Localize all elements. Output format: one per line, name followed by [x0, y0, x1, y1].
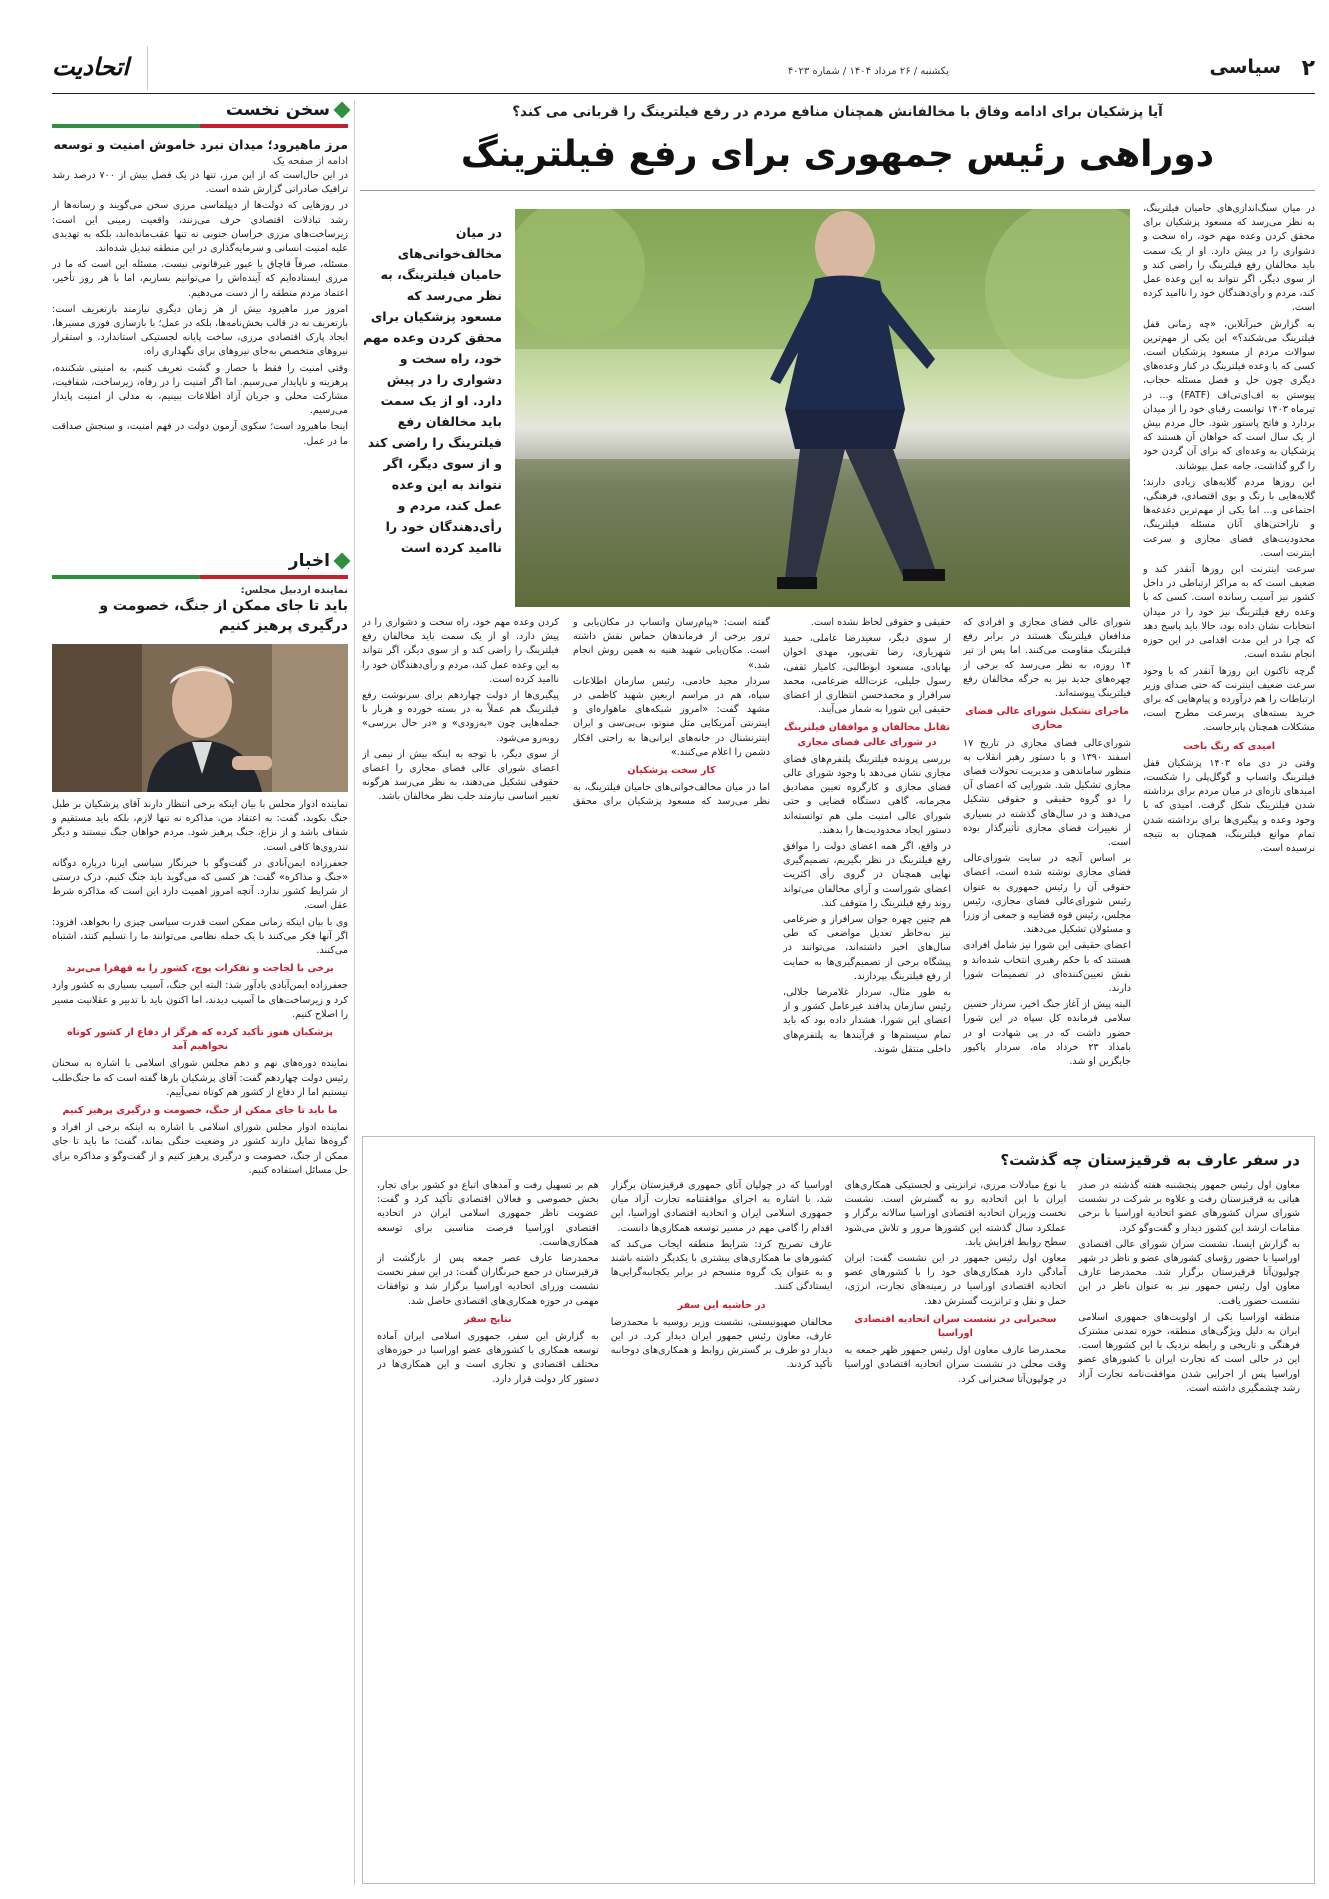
- news-subheading: ما باید تا جای ممکن از جنگ، خصومت و درگیری پرهیز کنیم: [62, 1105, 338, 1117]
- news-paragraph: جعفرزاده ایمن‌آبادی یادآور شد: البته این جنگ، آسیب بسیاری به کشور وارد کرد و زیرساخت‌های ما آسیب دیدند، اما اکنون باید با تدبیر و عقلانیت مسیر را اصلاح کنیم.: [52, 980, 348, 1020]
- news-headline: باید تا جای ممکن از جنگ، خصومت و درگیری پرهیز کنیم: [99, 598, 348, 634]
- article-paragraph: وقتی در دی ماه ۱۴۰۳ پزشکیان قفل فیلترینگ واتساپ و گوگل‌پلی را شکست، امیدهای تازه‌ای در میان مردم برای برداشته شدن فیلترینگ شکل گرفت. امیدی که با وجود وعده و پیگیری‌ها برای برداشته شدن تمام موانع فیلترینگ، همچنان به نتیجه نرسیده است.: [1143, 757, 1315, 854]
- editorial-paragraph: اینجا ماهیرود است؛ سکوی آزمون دولت در فهم امنیت، و سنجش صداقت ما در عمل.: [52, 421, 348, 447]
- article-paragraph: در واقع، اگر همه اعضای دولت را موافق رفع فیلترینگ در نظر بگیریم، تصمیم‌گیری نهایی همچنان در گروی رأی اکثریت اعضای شوراست و آرای مخالفان می‌تواند روند رفع فیلترینگ را متوقف کند.: [783, 841, 951, 909]
- lawmaker-photo: [52, 644, 348, 792]
- sidebar-divider: [354, 100, 355, 1885]
- header-left-rule-box: [52, 46, 148, 90]
- article-paragraph: پیگیری‌ها از دولت چهاردهم برای سرنوشت رفع فیلترینگ هم عملاً به در بسته خورده و هربار با جمله‌هایی چون «به‌زودی» و «در حال بررسی» روبه‌رو می‌شود.: [362, 690, 559, 744]
- article-paragraph: بررسی پرونده فیلترینگ پلتفرم‌های فضای مجازی نشان می‌دهد با وجود شورای عالی فضای مجازی و کارگروه تعیین مصادیق مجرمانه، گاهی دستگاه قضایی و حتی شورای عالی امنیت ملی هم توانسته‌اند دستور ایجاد محدودیت‌ها را بدهند.: [783, 753, 951, 836]
- bottom-column-3: [611, 1179, 833, 1859]
- editorial-paragraph: مسئله، صرفاً قاچاق یا عبور غیرقانونی نیست. مسئله این است که ما در مرزی ایستاده‌ایم که آینده‌اش را می‌توانیم بسازیم، اما با هر روز تأخیر، اعتماد مردم منطقه را از دست می‌دهیم.: [52, 259, 348, 299]
- article-paragraph: هم چنین چهره جوان سرافراز و ضرغامی نیز به‌خاطر تعدیل مواضعی که طی سال‌های اخیر داشته‌اند، می‌توانند در پیشگاه برخی از تصمیم‌گیری‌ها به حمایت از رفع فیلترینگ بپردازند.: [783, 914, 951, 982]
- headline-rule: [360, 190, 1315, 191]
- bottom-paragraph: منطقه اوراسیا یکی از اولویت‌های جمهوری اسلامی ایران به دلیل ویژگی‌های منطقه، حوزه تمدنی مشترک فرهنگی و تاریخی و رابطه نزدیک با این کشورها است. این در حالی است که تجارت ایران با کشورهای عضو اوراسیا پس از اجرایی شدن موافقت‌نامه تجارت آزاد رشد چشمگیری داشته است.: [1078, 1311, 1300, 1394]
- bottom-article-box: [362, 1136, 1315, 1884]
- bottom-paragraph: معاون اول رئیس جمهور در این نشست گفت: ایران آمادگی دارد همکاری‌های خود را با کشورهای عضو اتحادیه اقتصادی اوراسیا در زمینه‌های تجارت، انرژی، حمل و نقل و ترانزیت گسترش دهد.: [844, 1253, 1067, 1307]
- article-paragraph: اعضای حقیقی این شورا نیز شامل افرادی هستند که با حکم رهبری انتخاب شده‌اند و نقش تعیین‌کننده‌ای در تصمیمات شورا دارند.: [963, 940, 1131, 995]
- article-paragraph: در میان سنگ‌اندازی‌های حامیان فیلترینگ، به نظر می‌رسد که مسعود پزشکیان برای محقق کردن وعده مهم خود، راه سخت و دشواری را در پیش دارد. او از یک سمت باید مخالفان رفع فیلترینگ را راضی کند و از سوی دیگر، اگر نتواند به این وعده عمل کند، مردم و رأی‌دهندگان خود را ناامید کرده است.: [1143, 203, 1315, 314]
- article-column-2: [963, 616, 1131, 1124]
- article-paragraph: البته پیش از آغاز جنگ اخیر، سردار حسین سلامی فرمانده کل سپاه در این شورا حضور داشت که در پی شهادت او در بامداد ۲۳ خرداد ماه، سردار پاکپور جایگزین او شد.: [963, 999, 1131, 1068]
- section-title: سخن نخست: [225, 100, 330, 120]
- article-pullquote: در میان مخالف‌خوانی‌های حامیان فیلترینگ، به نظر می‌رسد که مسعود پزشکیان برای محقق کردن وعده مهم خود، راه سخت و دشواری را در پیش دارد. او از یک سمت باید مخالفان رفع فیلترینگ را راضی کند و از سوی دیگر، اگر نتواند به این وعده عمل کند، مردم و رأی‌دهندگان خود را ناامید کرده است: [363, 225, 502, 555]
- news-paragraph: نماینده ادوار مجلس شورای اسلامی با اشاره به اینکه برخی از افراد و گروه‌ها تمایل دارند کشور در وضعیت جنگی بماند، گفت: ما باید تا جای ممکن از جنگ، خصومت و درگیری پرهیز کنیم و از گفت‌وگو و مذاکره برای حل مسائل استفاده کنیم.: [52, 1122, 348, 1176]
- news-paragraph: جعفرزاده ایمن‌آبادی در گفت‌وگو با خبرنگار سیاسی ایرنا درباره دوگانه «جنگ و مذاکره» گفت: هر کسی که می‌گوید باید جنگ کنیم، درک درستی از شرایط کشور ندارد. آنچه امروز اهمیت دارد این است که مذاکره شرط عقل است.: [52, 857, 348, 912]
- article-column-3: [783, 616, 951, 1124]
- article-paragraph: سردار مجید خادمی، رئیس سازمان اطلاعات سپاه، هم در مراسم اربعین شهید کاظمی در مشهد گفت: «امروز شبکه‌های ماهواره‌ای و اینترنتی آمریکایی مثل منوتو، بی‌بی‌سی و ایران اینترنشنال در خانه‌های ایرانی‌ها به راحتی افکار دشمن را اعلام می‌کنند.»: [573, 675, 770, 758]
- article-paragraph: حقیقی و حقوقی لحاظ نشده است.: [810, 617, 951, 628]
- article-paragraph: از سوی دیگر، با توجه به اینکه بیش از نیمی از اعضای شورای عالی فضای مجازی را اعضای حقوقی تشکیل می‌دهند، به نظر می‌رسد هرگونه تغییر اساسی نیازمند جلب نظر مخالفان باشد.: [362, 748, 559, 803]
- bottom-paragraph: محمدرضا عارف معاون اول رئیس جمهور ظهر جمعه به وقت محلی در نشست سران اتحادیه اقتصادی اوراسیا در چولپون‌آتا سخنرانی کرد.: [844, 1345, 1067, 1385]
- news-subheading: پزشکیان هنوز تأکید کرده که هرگز از دفاع از کشور کوتاه نخواهیم آمد: [66, 1027, 334, 1053]
- article-paragraph: سرعت اینترنت این روزها آنقدر کند و ضعیف است که به مراکز ارتباطی در داخل کشور نیز آسیب رسانده است. کسی که با وعده رفع فیلترینگ نیز خود را در میدان انتخابات نشان داده بود، حالا باید پاسخ دهد که چرا در این مدت اقدامی در این حوزه انجام نشده است.: [1143, 564, 1315, 661]
- section-header-editorial: [52, 100, 348, 120]
- article-paragraph: اما در میان مخالف‌خوانی‌های حامیان فیلترینگ، به نظر می‌رسد که مسعود پزشکیان برای محقق کردن وعده مهم خود، راه سخت و دشواری را در پیش دارد. او از یک سمت باید مخالفان رفع فیلترینگ را راضی کند و از سوی دیگر، اگر نتواند به این وعده عمل کند، مردم و رأی‌دهندگان خود را ناامید کرده است.: [362, 617, 770, 808]
- editorial-paragraph: در روزهایی که دولت‌ها از دیپلماسی مرزی سخن می‌گویند و رسانه‌ها از رشد تبادلات اقتصادی حرف می‌زنند، واقعیت زمینی این است: زیرساخت‌های مرزی خراسان جنوبی نه تنها عقب‌مانده‌اند، بلکه به تهدیدی علیه امنیت انسانی و سرمایه‌گذاری در این منطقه تبدیل شده‌اند.: [52, 200, 348, 255]
- article-paragraph: به طور مثال، سردار غلامرضا جلالی، رئیس سازمان پدافند غیرعامل کشور و از اعضای این شورا، هشدار داده بود که باید تمام سیستم‌ها و فرآیندها به پلتفرم‌های داخلی منتقل شوند.: [783, 987, 951, 1055]
- header-rule: [52, 93, 1315, 94]
- bottom-paragraph: با نوع مبادلات مرزی، ترانزیتی و لجستیکی همکاری‌های ایران با این اتحادیه رو به گسترش است. نشست نخست وزیران اتحادیه اقتصادی اوراسیا سالانه برگزار و عملکرد سال گذشته این کشورها مرور و تلاش می‌شود سطح روابط افزایش یابد.: [844, 1180, 1067, 1248]
- article-paragraph: گرچه تاکنون این روزها آنقدر که با وجود سرعت ضعیف اینترنت که حتی صدای وزیر ارتباطات را هم درآورده و پیام‌هایی که برای خرید بسته‌های پرسرعت مطرح است، مشکلات همچنان پابرجاست.: [1143, 665, 1315, 734]
- editorial-continued: ادامه از صفحه یک: [273, 156, 348, 167]
- section-title: اخبار: [288, 551, 330, 571]
- portrait-illustration: [52, 644, 348, 792]
- bottom-paragraph: اوراسیا که در چولپان آتای جمهوری قرقیزستان برگزار شد، با اشاره به اجرای موافقتنامه تجارت آزاد میان جمهوری اسلامی ایران و اتحادیه اقتصادی اوراسیا، این اقدام را گامی مهم در مسیر توسعه همکاری‌ها دانست.: [610, 1180, 833, 1234]
- bottom-subheading: سخنرانی در نشست سران اتحادیه اقتصادی اوراسیا: [854, 1313, 1057, 1340]
- photo-illustration: [515, 209, 1130, 607]
- article-subheading: امیدی که رنگ باخت: [1182, 740, 1276, 752]
- logo-text: اتحادیت: [52, 52, 130, 81]
- bottom-paragraph: محمدرضا عارف عصر جمعه پس از بازگشت از قرقیزستان در جمع خبرنگاران گفت: در این سفر نخست نشست وزرای اتحادیه اوراسیا برگزار شد و توافقات مهمی در حوزه همکاری‌های اقتصادی حاصل شد.: [377, 1253, 599, 1307]
- article-column-4: [362, 616, 770, 1124]
- section-name: سیاسی: [1209, 56, 1281, 78]
- bottom-paragraph: به گزارش ایسنا، نشست سران شورای عالی اقتصادی اوراسیا با حضور رؤسای کشورهای عضو و ناظر در شهر چولپون‌آتا قرقیزستان برگزار شد. محمدرضا عارف معاون اول رئیس جمهور نیز به عنوان ناظر در این نشست حضور یافت.: [1078, 1238, 1300, 1307]
- bottom-paragraph: مخالفان صهیونیستی، نشست وزیر روسیه با محمدرضا عارف، معاون رئیس جمهور ایران دیدار کرد. در این دیدار دو طرف بر گسترش روابط و همکاری‌های دوجانبه تأکید کردند.: [610, 1316, 833, 1371]
- sidebar: [52, 100, 348, 1885]
- article-paragraph: به گزارش خبرآنلاین، «چه زمانی قفل فیلترینگ می‌شکند؟» این یکی از مهم‌ترین سوالات مردم از مسعود پزشکیان است. کسی که با وعده فیلترینگ در کنار وعده‌های دیگری چون حل و فصل مسئله حجاب، پیوستن به اف‌ای‌تی‌اف (FATF) و... در تیرماه ۱۴۰۳ توانست رقبای خود را از میدان بردارد و فاتح پاستور شود. حال مردم بیش از یک سال است که خواهان آن هستند که پزشکیان به وعده‌ای که برای آن گردن خود را گرو گذاشت، جامه عمل بپوشاند.: [1143, 318, 1315, 472]
- article-paragraph: شورای عالی فضای مجازی و افرادی که مدافعان فیلترینگ هستند در برابر رفع فیلترینگ مقاومت می‌کنند. اما پس از تیر ۱۴ روزه، به نظر می‌رسد که برخی از چهره‌های جدید نیز به جرگه مخالفان رفع فیلترینگ پیوسته‌اند.: [963, 617, 1131, 700]
- section-diamond-icon: [334, 102, 351, 119]
- editorial-body: [52, 169, 348, 531]
- section-diamond-icon: [334, 553, 351, 570]
- president-photo: [515, 209, 1130, 607]
- editorial-paragraph: وقتی امنیت را فقط با حصار و گشت تعریف کنیم، به امنیتی شکننده، پرهزینه و ناپایدار می‌رسیم. اما اگر امنیت را در رفاه، زیرساخت، شفافیت، مشارکت محلی و جریان آزاد اطلاعات ببینیم، به مدلی از امنیت پایدار می‌رسیم.: [52, 362, 348, 417]
- article-kicker: آیا پزشکیان برای ادامه وفاق با مخالفانش همچنان منافع مردم در رفع فیلترینگ را قربانی می کند؟: [512, 104, 1163, 120]
- section-header-news: [52, 551, 348, 571]
- article-paragraph: شورای‌عالی فضای مجازی در تاریخ ۱۷ اسفند ۱۳۹۰ و با دستور رهبر انقلاب به منظور ساماندهی و مدیریت تحولات فضای مجازی تشکیل شد. شورایی که اعضای آن را دو گروه حقیقی و حقوقی تشکیل می‌دهند و در سال‌های گذشته در بسیاری از تغییرات فضای مجازی تأثیرگذار بوده است.: [963, 737, 1131, 849]
- news-paragraph: وی با بیان اینکه زمانی ممکن است قدرت سیاسی چیزی را بخواهد، افزود: اگر آنها فکر می‌کنند با یک حمله نظامی می‌توانند ما را تسلیم کنند، اشتباه می‌کنند.: [52, 916, 348, 957]
- bottom-columns: [377, 1179, 1300, 1859]
- bottom-subheading: در حاشیه این سفر: [677, 1299, 766, 1311]
- bottom-column-1: [1078, 1179, 1300, 1859]
- article-paragraph: از سوی دیگر، سعیدرضا عاملی، حمید شهریاری، رضا تقی‌پور، مهدی اخوان بهابادی، مسعود ابوطالبی، کامیار ثقفی، رسول جلیلی، عزت‌الله ضرغامی، محمد سرافراز و محمدحسن انتظاری از اعضای حقیقی این شورا به شمار می‌آیند.: [783, 633, 951, 716]
- bottom-paragraph: هم بر تسهیل رفت و آمدهای اتباع دو کشور برای تجار، بخش خصوصی و فعالان اقتصادی تأکید کرد و گفت: عضویت ناظر جمهوری اسلامی ایران در اتحادیه اقتصادی اوراسیا فرصت مناسبی برای توسعه همکاری‌هاست.: [377, 1180, 599, 1248]
- bottom-article-title: در سفر عارف به قرقیزستان چه گذشت؟: [1000, 1151, 1300, 1169]
- bottom-paragraph: عارف تصریح کرد: شرایط منطقه ایجاب می‌کند که کشورهای ما همکاری‌های بیشتری با یکدیگر داشته باشند و به عنوان یک گروه منسجم در برابر یکجانبه‌گرایی‌ها ایستادگی کنند.: [610, 1238, 833, 1293]
- news-body: [52, 798, 348, 1758]
- bottom-paragraph: به گزارش این سفر، جمهوری اسلامی ایران آماده توسعه همکاری با کشورهای عضو اوراسیا در حوزه‌های مختلف اقتصادی و تجاری است و این همکاری‌ها در دستور کار دولت قرار دارد.: [377, 1331, 599, 1385]
- article-paragraph: این روزها مردم گلایه‌های زیادی دارند؛ گلایه‌هایی با رنگ و بوی اقتصادی، فرهنگی، اجتماعی و... اما یکی از مهم‌ترین دغدغه‌ها و ناراحتی‌های آنان مسئله فیلترینگ، محدودیت‌های فضای مجازی و سرعت اینترنت است.: [1143, 476, 1315, 559]
- dateline: یکشنبه / ۲۶ مرداد ۱۴۰۴ / شماره ۴۰۲۳: [787, 66, 949, 77]
- article-subheading: تقابل مخالفان و موافقان فیلترینگ در شورای عالی فضای مجازی: [784, 722, 950, 748]
- article-subheading: کار سخت پزشکیان: [627, 765, 716, 777]
- bottom-paragraph: معاون اول رئیس جمهور پنجشنبه هفته گذشته در صدر هیاتی به قرقیزستان رفت و علاوه بر شرکت در نشست شورای سران کشورهای عضو اتحادیه اوراسیا با برخی مقامات ارشد این کشور دیدار و گفت‌وگو کرد.: [1078, 1180, 1300, 1234]
- bottom-subheading: نتایج سفر: [464, 1313, 512, 1325]
- section-stripe: [52, 124, 348, 128]
- page-number: ۲: [1301, 56, 1315, 81]
- article-subheading: ماجرای تشکیل شورای عالی فضای مجازی: [965, 706, 1129, 732]
- article-headline: دوراهی رئیس جمهوری برای رفع فیلترینگ: [460, 134, 1215, 175]
- news-subheading: برخی با لجاجت و تفکرات پوچ، کشور را به قهقرا می‌برند: [66, 963, 334, 975]
- article-paragraph: بر اساس آنچه در سایت شورای‌عالی فضای مجازی نوشته شده است، اعضای حقوقی آن را رئیس جمهوری به عنوان رئیس شورای‌عالی فضای مجازی، رئیس مجلس، رئیس قوه قضاییه و جمعی از وزرا و مسئولان تشکیل می‌دهند.: [963, 853, 1131, 936]
- news-paragraph: نماینده دوره‌های نهم و دهم مجلس شورای اسلامی با اشاره به سخنان رئیس دولت چهاردهم گفت: آقای پزشکیان بارها گفته است که ما جنگ‌طلب نیستیم اما از دفاع از کشور هم کوتاه نمی‌آییم.: [52, 1058, 348, 1098]
- bottom-column-2: [845, 1179, 1067, 1859]
- editorial-paragraph: در این حال‌است که از این مرز، تنها در یک فصل بیش از ۷۰۰ درصد رشد ترافیک صادراتی گزارش شده است.: [52, 170, 348, 196]
- section-stripe: [52, 575, 348, 579]
- article-column-1: [1143, 202, 1315, 1122]
- news-kicker: نماینده اردبیل مجلس:: [240, 585, 348, 596]
- editorial-paragraph: امروز مرز ماهیرود بیش از هر زمان دیگری نیازمند بازتعریف است: بازتعریف نه در قالب بخش‌نامه‌ها، بلکه در عمل؛ با بازسازی فوری مسیرها، ایجاد پارک اقتصادی مرزی، ساخت پایانه لجستیکی استاندارد، و استقرار نیروهای متخصص به‌جای نیروهای برای نگهداری راه.: [52, 303, 348, 358]
- editorial-headline: مرز ماهیرود؛ میدان نبرد خاموش امنیت و توسعه: [53, 137, 348, 152]
- bottom-column-4: [377, 1179, 599, 1859]
- article-paragraph: گفته است: «پیام‌رسان واتساپ در مکان‌یابی و ترور برخی از فرماندهان حماس نقش داشته است. مکان‌یابی شهید هنیه به همین روش انجام شد.»: [573, 617, 770, 671]
- news-paragraph: نماینده ادوار مجلس با بیان اینکه برخی انتظار دارند آقای پزشکیان بر طبل جنگ بکوبد، گفت: به اعتقاد من، مذاکره نه تنها لازم، بلکه باید مستقیم و شفاف باشد و از نزاع، جنگ پرهیز شود. مردم خواهان جنگ نیستند و دیگر تندروی‌ها کافی است.: [52, 799, 348, 853]
